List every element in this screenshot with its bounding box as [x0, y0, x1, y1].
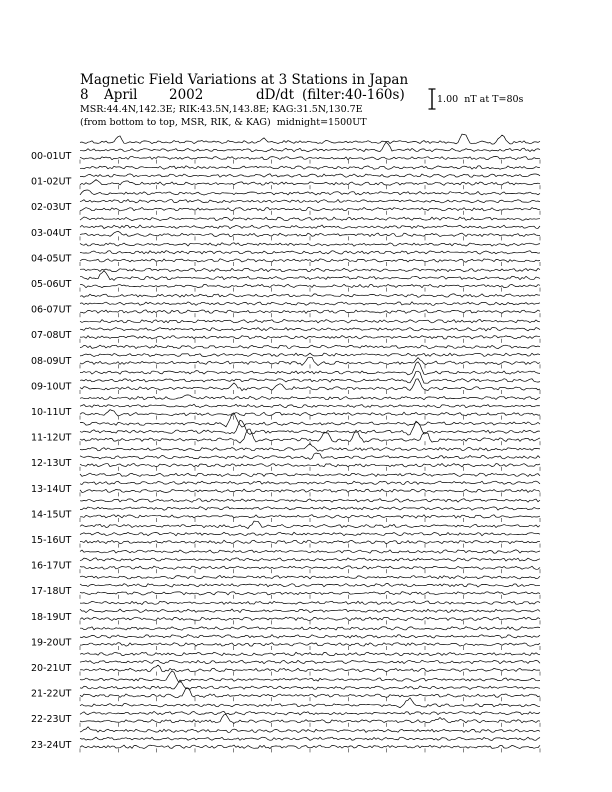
trace-kag — [80, 627, 540, 631]
stack-order-line: (from bottom to top, MSR, RIK, & KAG) midnight=1500UT — [80, 117, 367, 128]
trace-kag — [80, 294, 540, 298]
trace-rik — [80, 200, 540, 203]
trace-rik — [80, 302, 540, 306]
trace-kag — [80, 601, 540, 605]
trace-msr — [80, 591, 540, 595]
trace-msr — [80, 464, 540, 468]
date-month: April — [104, 87, 138, 103]
trace-kag — [80, 473, 540, 476]
trace-msr — [80, 336, 540, 339]
trace-msr — [80, 540, 540, 544]
trace-kag — [80, 243, 540, 247]
trace-msr — [80, 617, 540, 620]
trace-msr — [80, 156, 540, 160]
trace-rik — [80, 271, 540, 281]
trace-kag — [80, 395, 540, 400]
trace-kag — [80, 217, 540, 221]
trace-rik — [80, 532, 540, 536]
date-year: 2002 — [169, 87, 204, 103]
date-day: 8 — [80, 87, 89, 103]
component-label: dD/dt — [256, 87, 295, 103]
trace-msr — [80, 715, 540, 724]
hour-label: 00-01UT — [31, 151, 72, 162]
trace-msr — [80, 410, 540, 416]
trace-kag — [80, 268, 540, 271]
trace-kag — [80, 727, 540, 733]
trace-rik — [80, 404, 540, 408]
hour-label: 17-18UT — [31, 586, 72, 598]
trace-kag — [80, 345, 540, 349]
hour-label: 19-20UT — [31, 637, 72, 649]
trace-msr — [80, 665, 540, 672]
hour-label: 14-15UT — [31, 509, 72, 521]
trace-rik — [80, 225, 540, 229]
trace-msr — [80, 688, 540, 698]
trace-kag — [80, 652, 540, 655]
trace-rik — [80, 328, 540, 331]
hour-label: 12-13UT — [31, 458, 72, 470]
trace-msr — [80, 566, 540, 570]
trace-rik — [80, 353, 540, 356]
trace-msr — [80, 489, 540, 492]
hour-label: 09-10UT — [31, 381, 72, 393]
trace-rik — [80, 251, 540, 254]
trace-rik — [80, 680, 540, 689]
hour-label: 01-02UT — [31, 176, 72, 188]
trace-kag — [80, 190, 540, 195]
hour-label: 07-08UT — [31, 330, 72, 342]
trace-rik — [80, 481, 540, 484]
filter-label: (filter:40-160s) — [302, 87, 405, 103]
trace-kag — [80, 319, 540, 323]
hour-label: 10-11UT — [31, 407, 72, 418]
hour-label: 13-14UT — [31, 483, 72, 495]
trace-rik — [80, 584, 540, 588]
chart-title: Magnetic Field Variations at 3 Stations in Japan — [80, 72, 409, 88]
hour-label: 22-23UT — [31, 714, 72, 726]
trace-kag — [80, 576, 540, 579]
trace-msr — [80, 180, 540, 186]
trace-kag — [80, 166, 540, 170]
hour-label: 18-19UT — [31, 611, 72, 623]
trace-rik — [80, 635, 540, 639]
hour-label: 23-24UT — [31, 739, 72, 751]
hour-label: 08-09UT — [31, 355, 72, 367]
hour-label: 05-06UT — [31, 279, 72, 290]
trace-rik — [80, 660, 540, 663]
trace-rik — [80, 507, 540, 511]
trace-kag — [80, 499, 540, 503]
trace-kag — [80, 550, 540, 553]
trace-rik — [80, 737, 540, 740]
hour-label: 20-21UT — [31, 663, 72, 674]
trace-msr — [80, 515, 540, 518]
hour-label: 15-16UT — [31, 535, 72, 546]
trace-rik — [80, 609, 540, 613]
trace-msr — [80, 643, 540, 647]
trace-rik — [80, 453, 540, 459]
trace-rik — [80, 711, 540, 715]
trace-msr — [80, 231, 540, 236]
trace-msr — [80, 310, 540, 314]
hour-label: 21-22UT — [31, 688, 72, 700]
hour-label: 03-04UT — [31, 227, 72, 239]
trace-rik — [80, 174, 540, 178]
trace-msr — [80, 207, 540, 211]
scale-label: 1.00 nT at T=80s — [437, 94, 524, 105]
stations-line: MSR:44.4N,142.3E; RIK:43.5N,143.8E; KAG:31.5N,130.7E — [80, 104, 363, 115]
trace-kag — [80, 134, 540, 144]
hour-label: 06-07UT — [31, 304, 72, 316]
trace-msr — [80, 357, 540, 365]
trace-kag — [80, 521, 540, 528]
hour-label: 16-17UT — [31, 560, 72, 572]
trace-msr — [80, 745, 540, 748]
hour-label: 11-12UT — [31, 432, 72, 444]
hour-label: 04-05UT — [31, 253, 72, 265]
trace-msr — [80, 284, 540, 287]
hour-label: 02-03UT — [31, 202, 72, 214]
trace-msr — [80, 259, 540, 262]
trace-rik — [80, 558, 540, 561]
